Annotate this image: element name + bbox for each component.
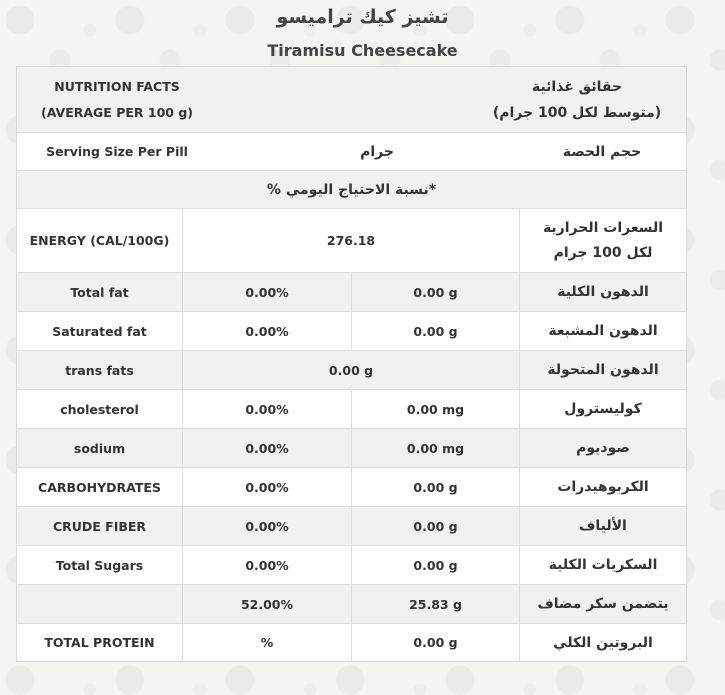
nutrient-row-sodium	[17, 429, 686, 468]
nutrient-amount: 0.00 g	[182, 351, 519, 389]
energy-label-english: ENERGY (CAL/100G)	[29, 233, 170, 248]
nutrient-amount: 0.00 mg	[351, 390, 519, 428]
nutrient-amount: 0.00 mg	[351, 429, 519, 467]
nutrient-amount: 0.00 g	[351, 468, 519, 506]
serving-size-label-english: Serving Size Per Pill	[46, 144, 188, 159]
nutrient-percent: 0.00%	[182, 312, 351, 350]
nutrient-row-crude-fiber	[17, 507, 686, 546]
nutrient-percent: 0.00%	[182, 273, 351, 311]
nutrient-label-english: sodium	[73, 440, 126, 456]
nutrient-label-english: trans fats	[65, 362, 134, 378]
nutrition-header-row	[17, 67, 686, 133]
product-title-english: Tiramisu Cheesecake	[267, 41, 458, 60]
nutrient-percent: 0.00%	[182, 507, 351, 545]
nutrient-row-total-sugars	[17, 546, 686, 585]
serving-size-row	[17, 133, 686, 171]
nutrient-amount: 0.00 g	[351, 507, 519, 545]
nutrient-row-carbohydrates	[17, 468, 686, 507]
nutrient-label-english: TOTAL PROTEIN	[44, 635, 155, 650]
header-arabic-line1: حقائق غذائية	[531, 78, 623, 95]
nutrient-amount: 0.00 g	[351, 312, 519, 350]
header-english-line2: (AVERAGE PER 100 g)	[41, 104, 193, 120]
serving-size-label-arabic: حجم الحصة	[562, 143, 642, 160]
nutrient-label-english: CRUDE FIBER	[52, 518, 147, 534]
product-title-arabic: تشيز كيك تراميسو	[276, 6, 449, 28]
energy-value: 276.18	[182, 209, 519, 272]
nutrient-label-arabic: الدهون المتحولة	[519, 351, 686, 389]
nutrient-label-arabic: السكريات الكلية	[519, 546, 686, 584]
nutrient-percent: 0.00%	[182, 546, 351, 584]
nutrient-label-arabic: يتضمن سكر مضاف	[519, 585, 686, 623]
nutrient-label-english: Total fat	[70, 284, 129, 300]
nutrient-label-arabic: صوديوم	[519, 429, 686, 467]
nutrient-label-arabic: الدهون الكلية	[519, 273, 686, 311]
nutrient-percent: 52.00%	[182, 585, 351, 623]
nutrient-row-added-sugar	[17, 585, 686, 624]
nutrient-percent: 0.00%	[182, 468, 351, 506]
nutrient-amount: 25.83 g	[351, 585, 519, 623]
nutrient-row-cholesterol	[17, 390, 686, 429]
nutrient-percent: 0.00%	[182, 390, 351, 428]
daily-value-note: *نسبة الاحتياج اليومي %	[266, 181, 437, 198]
nutrient-label-english: cholesterol	[60, 401, 139, 417]
header-arabic	[477, 67, 677, 132]
nutrient-label-arabic: الألياف	[519, 507, 686, 545]
serving-size-value: جرام	[360, 143, 394, 160]
nutrient-percent: 0.00%	[182, 429, 351, 467]
nutrient-label-arabic: الكربوهيدرات	[519, 468, 686, 506]
nutrient-row-saturated-fat	[17, 312, 686, 351]
header-english	[17, 67, 217, 132]
header-arabic-line2: (متوسط لكل 100 جرام)	[492, 104, 662, 121]
nutrient-amount: 0.00 g	[351, 273, 519, 311]
nutrient-row-total-protein	[17, 624, 686, 661]
nutrient-row-trans-fats	[17, 351, 686, 390]
nutrient-amount: 0.00 g	[351, 624, 519, 661]
nutrient-label-arabic: البروتين الكلي	[519, 624, 686, 661]
nutrient-label-arabic: كوليسترول	[519, 390, 686, 428]
nutrient-amount: 0.00 g	[351, 546, 519, 584]
nutrient-label-english: Total Sugars	[55, 557, 144, 573]
energy-label-arabic-line1: السعرات الحرارية	[542, 219, 664, 236]
nutrient-label-arabic: الدهون المشبعة	[519, 312, 686, 350]
daily-value-note-row	[17, 171, 686, 209]
nutrient-percent: %	[182, 624, 351, 661]
nutrient-row-total-fat	[17, 273, 686, 312]
header-english-line1: NUTRITION FACTS	[54, 78, 180, 94]
nutrient-label-english	[17, 585, 182, 623]
nutrient-label-english: CARBOHYDRATES	[38, 479, 161, 495]
nutrition-table	[16, 66, 687, 662]
nutrient-label-english: Saturated fat	[52, 323, 147, 339]
energy-label-arabic	[519, 209, 686, 272]
energy-row	[17, 209, 686, 273]
energy-label-arabic-line2: لكل 100 جرام	[553, 244, 653, 261]
